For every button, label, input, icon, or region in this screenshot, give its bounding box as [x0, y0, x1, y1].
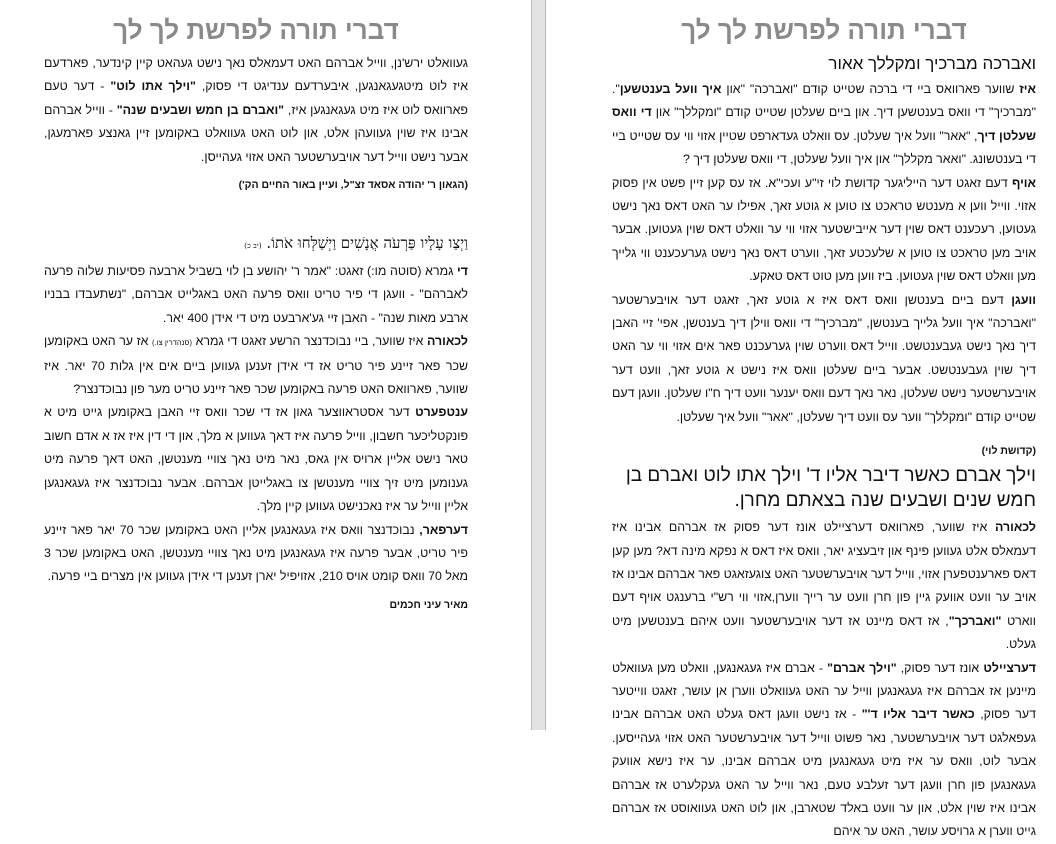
text-run: שווער פארוואס ביי די ברכה שטייט קודם "ואברכה" "און [721, 82, 1020, 96]
page-title: דברי תורה לפרשת לך לך [681, 15, 967, 45]
text-run: אונז דער פסוק, [896, 660, 984, 675]
document-page-left [0, 0, 531, 730]
bold-lead-text: וועגן [1011, 292, 1036, 307]
text-run: דער אסטראווצער גאון אז די שכר וואס זיי האבן באקומען גייט מיט א פונקטליכער חשבון, ווייל פרעה איז דאך געווען א מלך, און די דין איז אז א אדם חשוב טאר נישט אליין ארויס אין גאס, נאר מיט נאך צוויי מענטשן, האט דאך פרעה מיט גענומען מיט זיך צוויי מענטשן צו באגלייטן אברהם. אבער נבוכדנצר איז געגאנגען אליין ווייל ער איז נאכנישט געווען קיין מלך. [44, 405, 468, 514]
bold-lead-text: ענטפערט [415, 405, 468, 420]
text-run: , אז דאס מיינט אז דער אויבערשטער וועט איהם בענטשען מיט געלט. [612, 613, 1036, 652]
bold-lead-text: "ואברם בן חמש ושבעים שנה" [116, 102, 285, 117]
paragraph [44, 52, 468, 169]
text-run: וַיְצַו עָלָיו פַּרְעֹה אֲנָשִׁים וַיְשַׁלְּחוּ אֹתוֹ. [261, 234, 468, 253]
page-gutter [531, 0, 546, 730]
text-run: אז ער האט באקומען שכר פאר זיינע פיר טריט אז די אידן זענען געווען ביים אים אין גלות 70 יאר. איז שווער, פארוואס האט פרעה באקומען שכר פאר זיינע טריט מער פון נבוכדנצר? [44, 334, 468, 397]
source-citation: (הגאון ר' יהודה אסאד זצ"ל, ועיין באור החיים הק') [238, 179, 468, 192]
text-run: - אז נישט וועגן דאס געלט האט אברהם אבינו געפאלגט דער אויבערשטער, נאר פשוט ווייל דער אויבערשטער האט אזוי געהייסען. אבער לוט, וואס ער איז מיט געגאנגען מיט אברהם אבינו, ער איז נישא אוועק געגאנגען פון חרן וועגן דער זעלבע טעם, נאר ווייל ער האט געקלערט אז אברהם אבינו איז שוין אלט, און ער וועט באלד שטארבן, און לוט האט געוואוסט אז אברהם גייט ווערן א גרויסע עושר, האט ער איהם [612, 707, 1036, 839]
text-run: נבוכדנצר וואס איז געגאנגען אליין האט באקומען שכר 70 יאר פאר זיינע פיר טריט, אבער פרעה איז געגאנגען מיט נאך צוויי מענטשן, האט באקומען שכר 3 מאל 70 וואס קומט אויס 210, אזויפיל יארן זענען די אידן געווען אין מצרים ביי פרעה. [44, 522, 468, 584]
text-run: - אברם איז געגאנגען, וואלט מען געוואלט מיינען אז אברהם איז געגאנגען ווייל ער האט געוואלט ווערן אן עושר, זאגט ווייטער דער פסוק, [612, 660, 1036, 722]
paragraph [612, 172, 1036, 289]
bold-lead-text: "וילך אתו לוט" [110, 79, 196, 94]
text-run: איז שווער, פארוואס דערציילט אונז דער פסוק אז אברהם אבינו איז דעמאלס אלט געווען פינף און זיבעציג יאר, וואס איז דאס א נפקא מינה דא? מען קען דאס פארענטפערן אזוי, ווייל דער אויבערשטער האט צוגעזאגט פאר אברהם אבינו אז אויב ער וועט אוועק גיין פון חרן וועט ער רייך ווערן,אזוי ווי רש"י ברענגט אויף דעם ווארט [612, 520, 1036, 628]
bold-lead-text: איז [1019, 82, 1036, 96]
text-run: - דער טעם פארוואס לוט איז מיט געגאנגען איז, [44, 79, 468, 117]
source-reference: (סנהדרין צו.) [151, 338, 192, 348]
paragraph [44, 401, 468, 518]
section-heading: ואברכה מברכיך ומקללך אאור [828, 54, 1036, 73]
paragraph [612, 516, 1036, 656]
bold-lead-text: די [457, 264, 468, 279]
text-run: ". "מברכיך" די וואס בענטשען דיך. און ביים שעלטן שטייט קודם "ומקללך" און [612, 82, 1036, 120]
paragraph [612, 289, 1036, 429]
bold-lead-text: "ואברכך" [948, 613, 1002, 628]
bold-lead-text: "וילך אברם" [827, 660, 897, 675]
text-run: גמרא (סוטה מו:) זאגט: "אמר ר' יהושע בן לוי בשביל ארבעה פסיעות שלוה פרעה לאברהם" - וועגן די פיר טריט וואס פרעה האט באגלייט אברהם, "נשתעבדו בבניו ארבע מאות שנה" - האבן זיי גע'ארבעט מיט די אידן 400 יאר. [44, 264, 468, 325]
bold-lead-text: דערציילט [983, 660, 1036, 675]
text-run: איז שווער, ביי נבוכדנצר הרשע זאגט די גמרא [191, 334, 427, 349]
paragraph [44, 519, 468, 589]
bold-lead-text: לכאורה [994, 520, 1036, 535]
bold-lead-text: דערפאר, [419, 522, 469, 537]
paragraph [44, 260, 468, 330]
bold-lead-text: די וואס שעלטן דיך [612, 105, 1036, 143]
source-citation: מאיר עיני חכמים [389, 598, 468, 611]
text-run: דעם ביים בענטשן וואס דאס איז א גוטע זאך, זאגט דער אויבערשטער "ואברכה" איך וועל גלייך בענטשן, "מברכיך" די וואס ווילן דיך בענטשן, אפי' זיי האבן דיך נאך נישט געבענטשט. ווייל דאס ווערט שוין גערעכנט פאר אים אזוי ווי ער האט דיך שוין געבענטשט. אבער ביים שעלטן וואס איז נישט א גוטע זאך, וועט דער אויבערשטער נישט שעלטן, נאר נאך דעם וואס יענער וועט דיך ח"ו שעלטן. וועגן דעם שטייט קודם "ומקללך" ווער עס וועט דיך שעלטן, "אאר" וועל איך שעלטן. [612, 292, 1036, 424]
paragraph [612, 657, 1036, 844]
source-citation: (קדושת לוי) [981, 445, 1036, 458]
text-run: געוואלט ירש'נן, ווייל אברהם האט דעמאלס נאך נישט געהאט קיין קינדער, פארדעם איז לוט מיטגעגאנגען, איבערדעם ענדיגט די פסוק, [44, 56, 468, 94]
bold-lead-text: לכאורה [426, 334, 468, 349]
text-run: - ווייל אברהם אבינו איז שוין געוועהן אלט, און לוט האט געוואלט באקומען זיין גאנצע פארמעגן, אבער נישט ווייל דער אויבערשטער האט אזוי געהייסן. [44, 102, 468, 164]
bold-lead-text: כאשר דיבר אליו ד'" [861, 707, 975, 722]
page-title: דברי תורה לפרשת לך לך [113, 15, 399, 45]
bold-lead-text: איך וועל בענטשען [619, 82, 722, 96]
text-run: דעם זאגט דער הייליגער קדושת לוי זי"ע ועכי"א. אז עס קען זיין פשט אין פסוק אזוי. ווייל ווען א מענטש טראכט צו טוען א גוטע זאך, אפילו ער האט דאס נאך נישט געטוען, רעכענט דאס שוין דער אייבישטער אזוי ווי ער וואלט דאס שוין געטוען. אבער אויב מען טראכט צו טוען א שלעכטע זאך, ווערט דאס נאך נישט גערעכענט ווי גלייך מען וואלט דאס שוין געטוען. ביז ווען מען טוט דאס טאקע. [612, 175, 1036, 284]
verse-heading: וילך אברם כאשר דיבר אליו ד' וילך אתו לוט ואברם בן חמש שנים ושבעים שנה בצאתם מחרן. [625, 465, 1036, 512]
paragraph [44, 330, 468, 401]
verse-heading [44, 231, 468, 258]
bold-lead-text: אויף [1011, 175, 1036, 190]
text-run: , "אאר" וועל איך שעלטן. עס וואלט געדארפט שטיין אזוי ווי עס שטייט ביי די בענטשונג. "ואאר מקללך" און איך וועל שעלטן, די וואס שעלטן דיך ? [612, 128, 1036, 167]
paragraph [612, 78, 1036, 172]
source-reference: (יב כ) [244, 241, 262, 251]
document-page-right [546, 0, 1056, 839]
